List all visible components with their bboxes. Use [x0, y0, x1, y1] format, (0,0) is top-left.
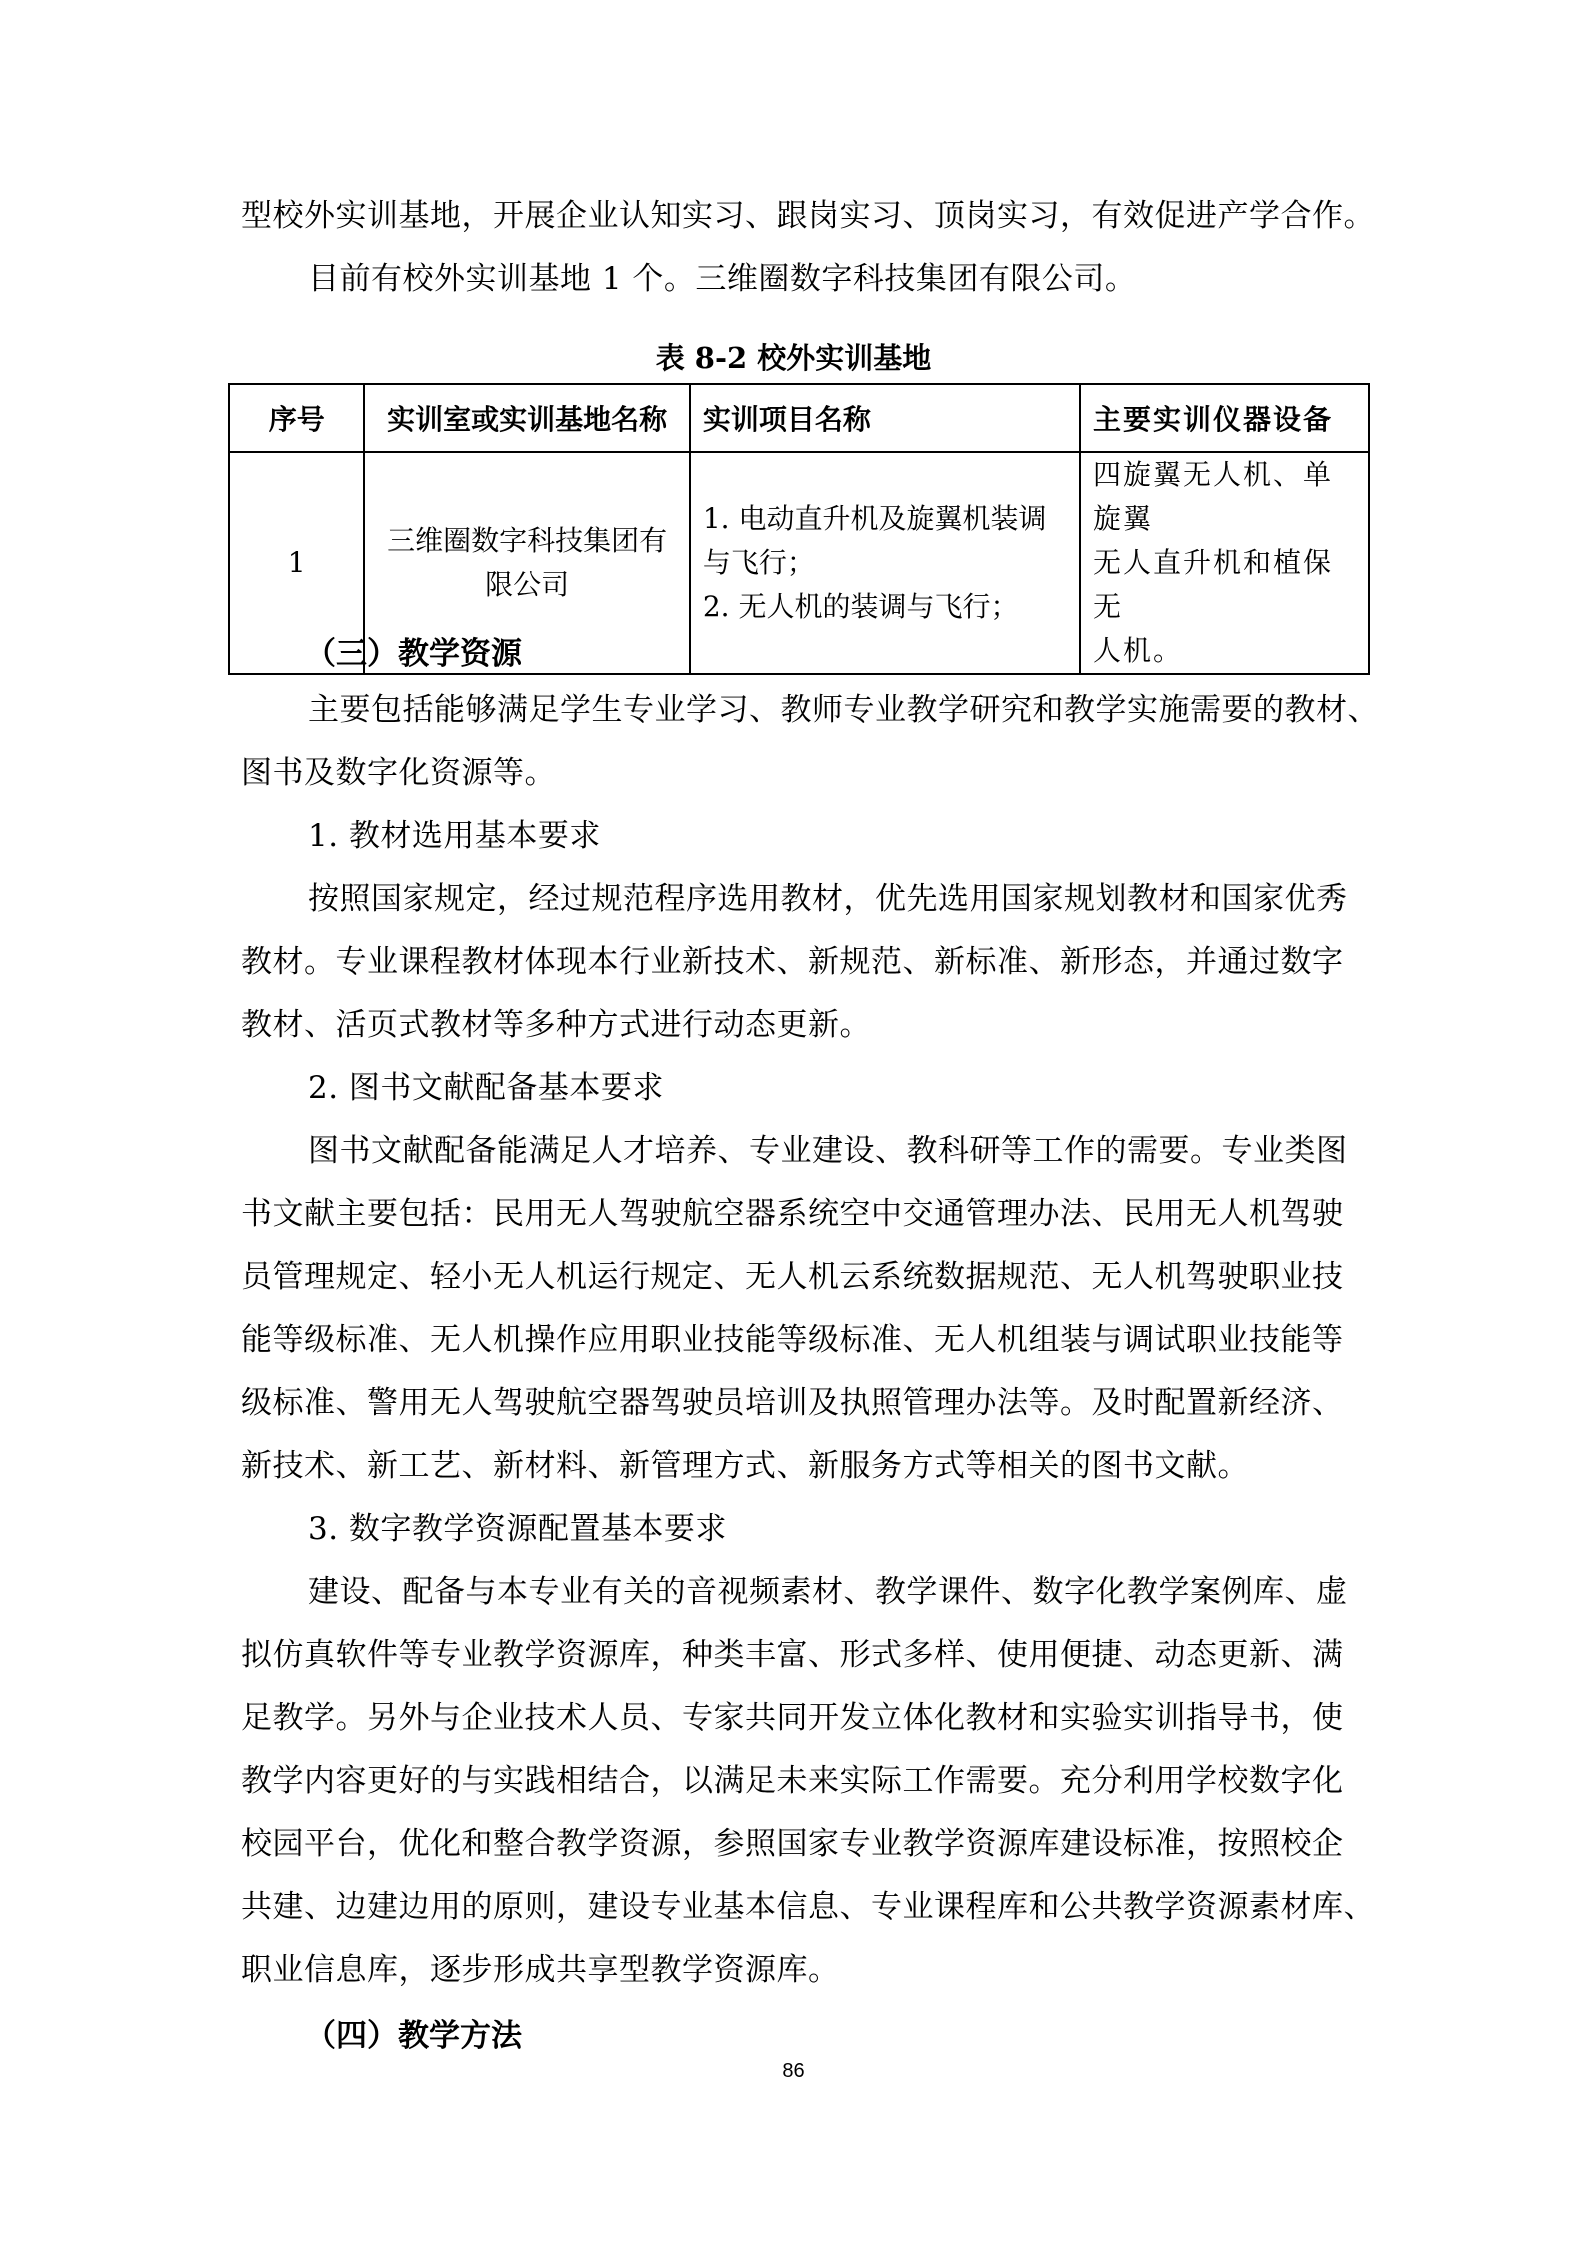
sub2-title: 2. 图书文献配备基本要求: [308, 1070, 664, 1106]
intro-line-1: 型校外实训基地，开展企业认知实习、跟岗实习、顶岗实习，有效促进产学合作。: [241, 198, 1375, 234]
cell-no: 1: [229, 452, 364, 674]
s3-intro-line-2: 图书及数字化资源等。: [241, 755, 556, 791]
sub2-line-1: 图书文献配备能满足人才培养、专业建设、教科研等工作的需要。专业类图: [308, 1133, 1348, 1169]
cell-projects: 1. 电动直升机及旋翼机装调 与飞行； 2. 无人机的装调与飞行；: [690, 452, 1080, 674]
sub3-line-5: 校园平台，优化和整合教学资源，参照国家专业教学资源库建设标准，按照校企: [241, 1826, 1344, 1862]
section-4-heading: （四）教学方法: [305, 2018, 522, 2054]
sub2-line-3: 员管理规定、轻小无人机运行规定、无人机云系统数据规范、无人机驾驶职业技: [241, 1259, 1344, 1295]
sub1-title: 1. 教材选用基本要求: [308, 818, 601, 854]
header-no: 序号: [229, 384, 364, 452]
sub2-line-4: 能等级标准、无人机操作应用职业技能等级标准、无人机组装与调试职业技能等: [241, 1322, 1344, 1358]
table-header-row: [229, 384, 1369, 452]
header-project-name: 实训项目名称: [690, 384, 1080, 452]
sub1-line-2: 教材。专业课程教材体现本行业新技术、新规范、新标准、新形态，并通过数字: [241, 944, 1344, 980]
table-caption: 表 8-2 校外实训基地: [655, 341, 932, 375]
section-3-heading: （三）教学资源: [305, 636, 522, 672]
cell-base-name: 三维圈数字科技集团有 限公司: [364, 452, 689, 674]
sub1-line-3: 教材、活页式教材等多种方式进行动态更新。: [241, 1007, 871, 1043]
sub3-line-2: 拟仿真软件等专业教学资源库，种类丰富、形式多样、使用便捷、动态更新、满: [241, 1637, 1344, 1673]
cell-equipment: 四旋翼无人机、单旋翼 无人直升机和植保无 人机。: [1080, 452, 1369, 674]
header-equipment: 主要实训仪器设备: [1080, 384, 1369, 452]
intro-line-2: 目前有校外实训基地 1 个。三维圈数字科技集团有限公司。: [308, 261, 1137, 297]
sub1-line-1: 按照国家规定，经过规范程序选用教材，优先选用国家规划教材和国家优秀: [308, 881, 1348, 917]
header-base-name: 实训室或实训基地名称: [364, 384, 689, 452]
sub2-line-6: 新技术、新工艺、新材料、新管理方式、新服务方式等相关的图书文献。: [241, 1448, 1249, 1484]
sub3-line-4: 教学内容更好的与实践相结合，以满足未来实际工作需要。充分利用学校数字化: [241, 1763, 1344, 1799]
sub3-title: 3. 数字教学资源配置基本要求: [308, 1511, 727, 1547]
sub3-line-7: 职业信息库，逐步形成共享型教学资源库。: [241, 1952, 840, 1988]
sub2-line-2: 书文献主要包括：民用无人驾驶航空器系统空中交通管理办法、民用无人机驾驶: [241, 1196, 1344, 1232]
sub3-line-3: 足教学。另外与企业技术人员、专家共同开发立体化教材和实验实训指导书，使: [241, 1700, 1344, 1736]
sub2-line-5: 级标准、警用无人驾驶航空器驾驶员培训及执照管理办法等。及时配置新经济、: [241, 1385, 1344, 1421]
page-number: 86: [782, 2060, 805, 2082]
sub3-line-1: 建设、配备与本专业有关的音视频素材、教学课件、数字化教学案例库、虚: [308, 1574, 1348, 1610]
sub3-line-6: 共建、边建边用的原则，建设专业基本信息、专业课程库和公共教学资源素材库、: [241, 1889, 1375, 1925]
s3-intro-line-1: 主要包括能够满足学生专业学习、教师专业教学研究和教学实施需要的教材、: [308, 692, 1379, 728]
